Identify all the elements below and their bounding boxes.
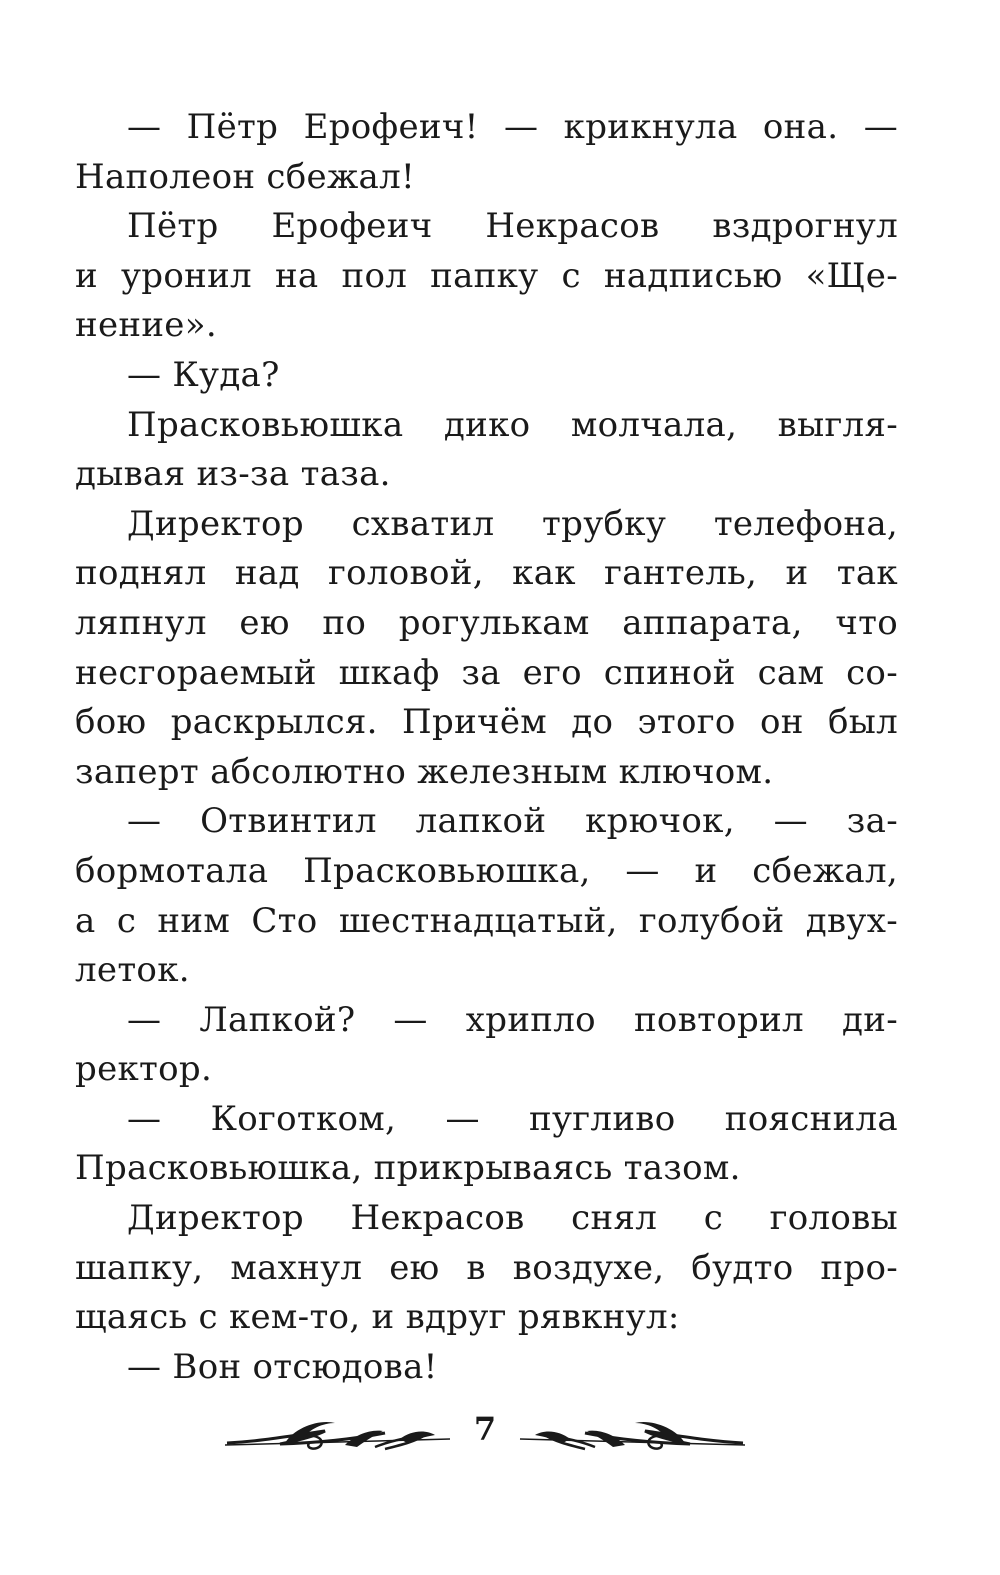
text-line: заперт абсолютно железным ключом. [75, 751, 774, 792]
page-number: 7 [473, 1410, 497, 1448]
text-line: — Отвинтил лапкой крючок, — за- [127, 801, 898, 842]
text-line: леток. [75, 950, 190, 991]
right-flourish-icon [515, 1413, 745, 1457]
text-line: поднял над головой, как гантель, и так [75, 553, 898, 594]
text-line: бормотала Прасковьюшка, — и сбежал, [75, 850, 898, 891]
text-line: шапку, махнул ею в воздухе, будто про- [75, 1247, 898, 1288]
page-footer [225, 1405, 745, 1465]
text-line: — Коготком, — пугливо пояснила [127, 1098, 898, 1139]
text-line: Пётр Ерофеич Некрасов вздрогнул [127, 206, 898, 247]
text-line: ректор. [75, 1049, 213, 1090]
text-line: — Пётр Ерофеич! — крикнула она. — [127, 107, 898, 147]
text-line: ляпнул ею по рогулькам аппарата, что [75, 602, 898, 643]
text-line: нение». [75, 305, 217, 346]
text-line: и уронил на пол папку с надписью «Ще- [75, 255, 898, 296]
text-line: а с ним Сто шестнадцатый, голубой двух- [75, 900, 898, 941]
text-line: бою раскрылся. Причём до этого он был [75, 702, 898, 743]
text-line: щаясь с кем-то, и вдруг рявкнул: [75, 1297, 680, 1338]
text-line: Наполеон сбежал! [75, 156, 415, 197]
text-line: — Лапкой? — хрипло повторил ди- [127, 999, 898, 1040]
text-line: Директор Некрасов снял с головы [127, 1198, 898, 1239]
text-line: Прасковьюшка, прикрываясь тазом. [75, 1148, 741, 1189]
text-line: — Куда? [127, 354, 280, 395]
text-line: Директор схватил трубку телефона, [127, 503, 898, 544]
text-line: Прасковьюшка дико молчала, выгля- [127, 404, 898, 445]
body-text [75, 103, 898, 1392]
text-line: несгораемый шкаф за его спиной сам со- [75, 652, 898, 693]
text-line: дывая из-за таза. [75, 454, 391, 495]
text-line: — Вон отсюдова! [127, 1346, 438, 1387]
